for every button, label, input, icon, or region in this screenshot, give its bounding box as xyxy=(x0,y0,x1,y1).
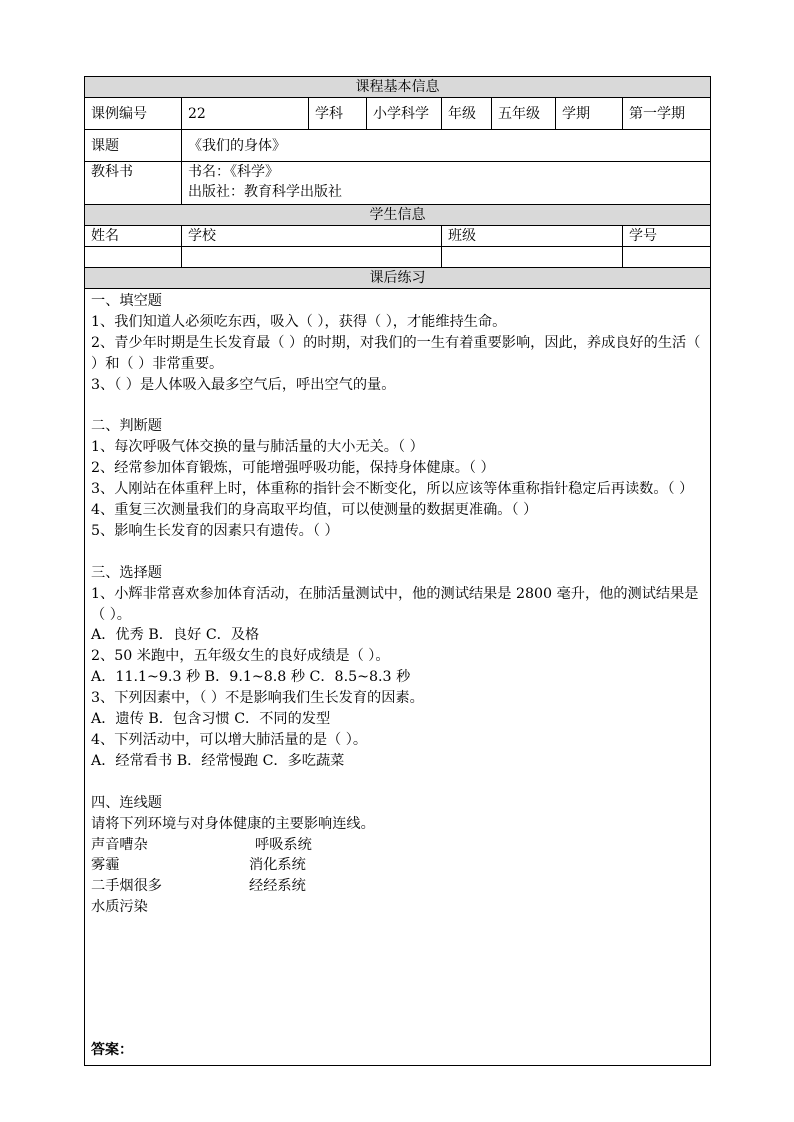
textbook-value xyxy=(182,162,711,205)
course-meta-row xyxy=(85,98,711,130)
grade-value: 五年级 xyxy=(492,98,556,130)
topic-label: 课题 xyxy=(85,130,182,162)
term-label: 学期 xyxy=(556,98,623,130)
student-school-label: 学校 xyxy=(182,226,442,247)
topic-row xyxy=(85,130,711,162)
exercises-row xyxy=(85,289,711,1066)
worksheet xyxy=(84,76,710,1066)
student-id-label: 学号 xyxy=(623,226,711,247)
match-left-item: 雾霾 xyxy=(91,857,120,874)
course-info-header-row xyxy=(85,77,711,98)
choice-q3: 3、下列因素中，（ ）不是影响我们生长发育的因素。 xyxy=(91,690,424,707)
fill-q2: 2、青少年时期是生长发育最（ ）的时期，对我们的一生有着重要影响，因此，养成良好的生活（ ）和（ ）非常重要。 xyxy=(91,334,701,372)
choice-q1: 1、小辉非常喜欢参加体育活动，在肺活量测试中，他的测试结果是 2800 毫升，他的测试结果是（ ）。 xyxy=(91,585,699,623)
term-value: 第一学期 xyxy=(623,98,711,130)
choice-q4: 4、下列活动中，可以增大肺活量的是（ ）。 xyxy=(91,732,368,748)
topic-value: 《我们的身体》 xyxy=(182,130,711,162)
student-values-row xyxy=(85,247,711,268)
student-info-header: 学生信息 xyxy=(85,205,711,226)
section-fill-title: 一、填空题 xyxy=(91,293,162,309)
textbook-label: 教科书 xyxy=(85,162,182,205)
judge-q2: 2、经常参加体育锻炼，可能增强呼吸功能，保持身体健康。（ ） xyxy=(91,460,495,477)
student-name-field[interactable] xyxy=(85,247,182,268)
match-left-item: 二手烟很多 xyxy=(91,878,162,895)
student-class-label: 班级 xyxy=(442,226,623,247)
section-choice-title: 三、选择题 xyxy=(91,564,162,581)
choice-q2-options: A．11.1~9.3 秒 B．9.1~8.8 秒 C．8.5~8.3 秒 xyxy=(91,669,411,686)
choice-q1-options: A．优秀 B．良好 C．及格 xyxy=(91,627,260,644)
subject-value: 小学科学 xyxy=(367,98,442,130)
spacer xyxy=(91,542,704,563)
choice-q4-options: A．经常看书 B．经常慢跑 C．多吃蔬菜 xyxy=(91,752,345,769)
judge-q3: 3、人刚站在体重秤上时，体重称的指针会不断变化，所以应该等体重称指针稳定后再读数。（ ） xyxy=(91,481,694,498)
exercises-header-row xyxy=(85,268,711,289)
student-school-field[interactable] xyxy=(182,247,442,268)
exercises-body xyxy=(91,291,704,1061)
fill-q1: 1、我们知道人必须吃东西，吸入（ ），获得（ ），才能维持生命。 xyxy=(91,313,507,330)
student-info-header-row xyxy=(85,205,711,226)
grade-label: 年级 xyxy=(442,98,492,130)
judge-q1: 1、每次呼吸气体交换的量与肺活量的大小无关。（ ） xyxy=(91,439,424,456)
book-name: 书名：《科学》 xyxy=(188,164,279,180)
student-class-field[interactable] xyxy=(442,247,623,268)
spacer xyxy=(91,772,704,793)
match-lists xyxy=(91,835,704,919)
worksheet-table xyxy=(84,76,711,1066)
judge-q5: 5、影响生长发育的因素只有遗传。（ ） xyxy=(91,522,339,539)
section-judge-title: 二、判断题 xyxy=(91,418,162,435)
student-id-field[interactable] xyxy=(623,247,711,268)
choice-q2: 2、50 米跑中，五年级女生的良好成绩是（ ）。 xyxy=(91,648,390,665)
choice-q3-options: A．遗传 B．包含习惯 C．不同的发型 xyxy=(91,711,331,728)
subject-label: 学科 xyxy=(309,98,367,130)
course-info-header: 课程基本信息 xyxy=(85,77,711,98)
match-right-item: 消化系统 xyxy=(249,857,306,874)
case-no-value: 22 xyxy=(182,98,309,130)
student-name-label: 姓名 xyxy=(85,226,182,247)
exercises-cell xyxy=(85,289,711,1066)
match-left-item: 声音嘈杂 xyxy=(91,836,148,853)
publisher: 出版社：教育科学出版社 xyxy=(188,184,342,200)
exercises-header: 课后练习 xyxy=(85,268,711,289)
fill-q3: 3、（ ）是人体吸入最多空气后，呼出空气的量。 xyxy=(91,376,396,393)
match-right-item: 经经系统 xyxy=(249,878,306,895)
match-left-item: 水质污染 xyxy=(91,899,148,916)
section-match-title: 四、连线题 xyxy=(91,794,162,811)
case-no-label: 课例编号 xyxy=(85,98,182,130)
match-right-item: 呼吸系统 xyxy=(255,836,312,853)
match-intro: 请将下列环境与对身体健康的主要影响连线。 xyxy=(91,815,375,832)
student-labels-row xyxy=(85,226,711,247)
answer-label: 答案： xyxy=(91,1042,133,1059)
textbook-row xyxy=(85,162,711,205)
spacer xyxy=(91,396,704,417)
judge-q4: 4、重复三次测量我们的身高取平均值，可以使测量的数据更准确。（ ） xyxy=(91,502,538,519)
